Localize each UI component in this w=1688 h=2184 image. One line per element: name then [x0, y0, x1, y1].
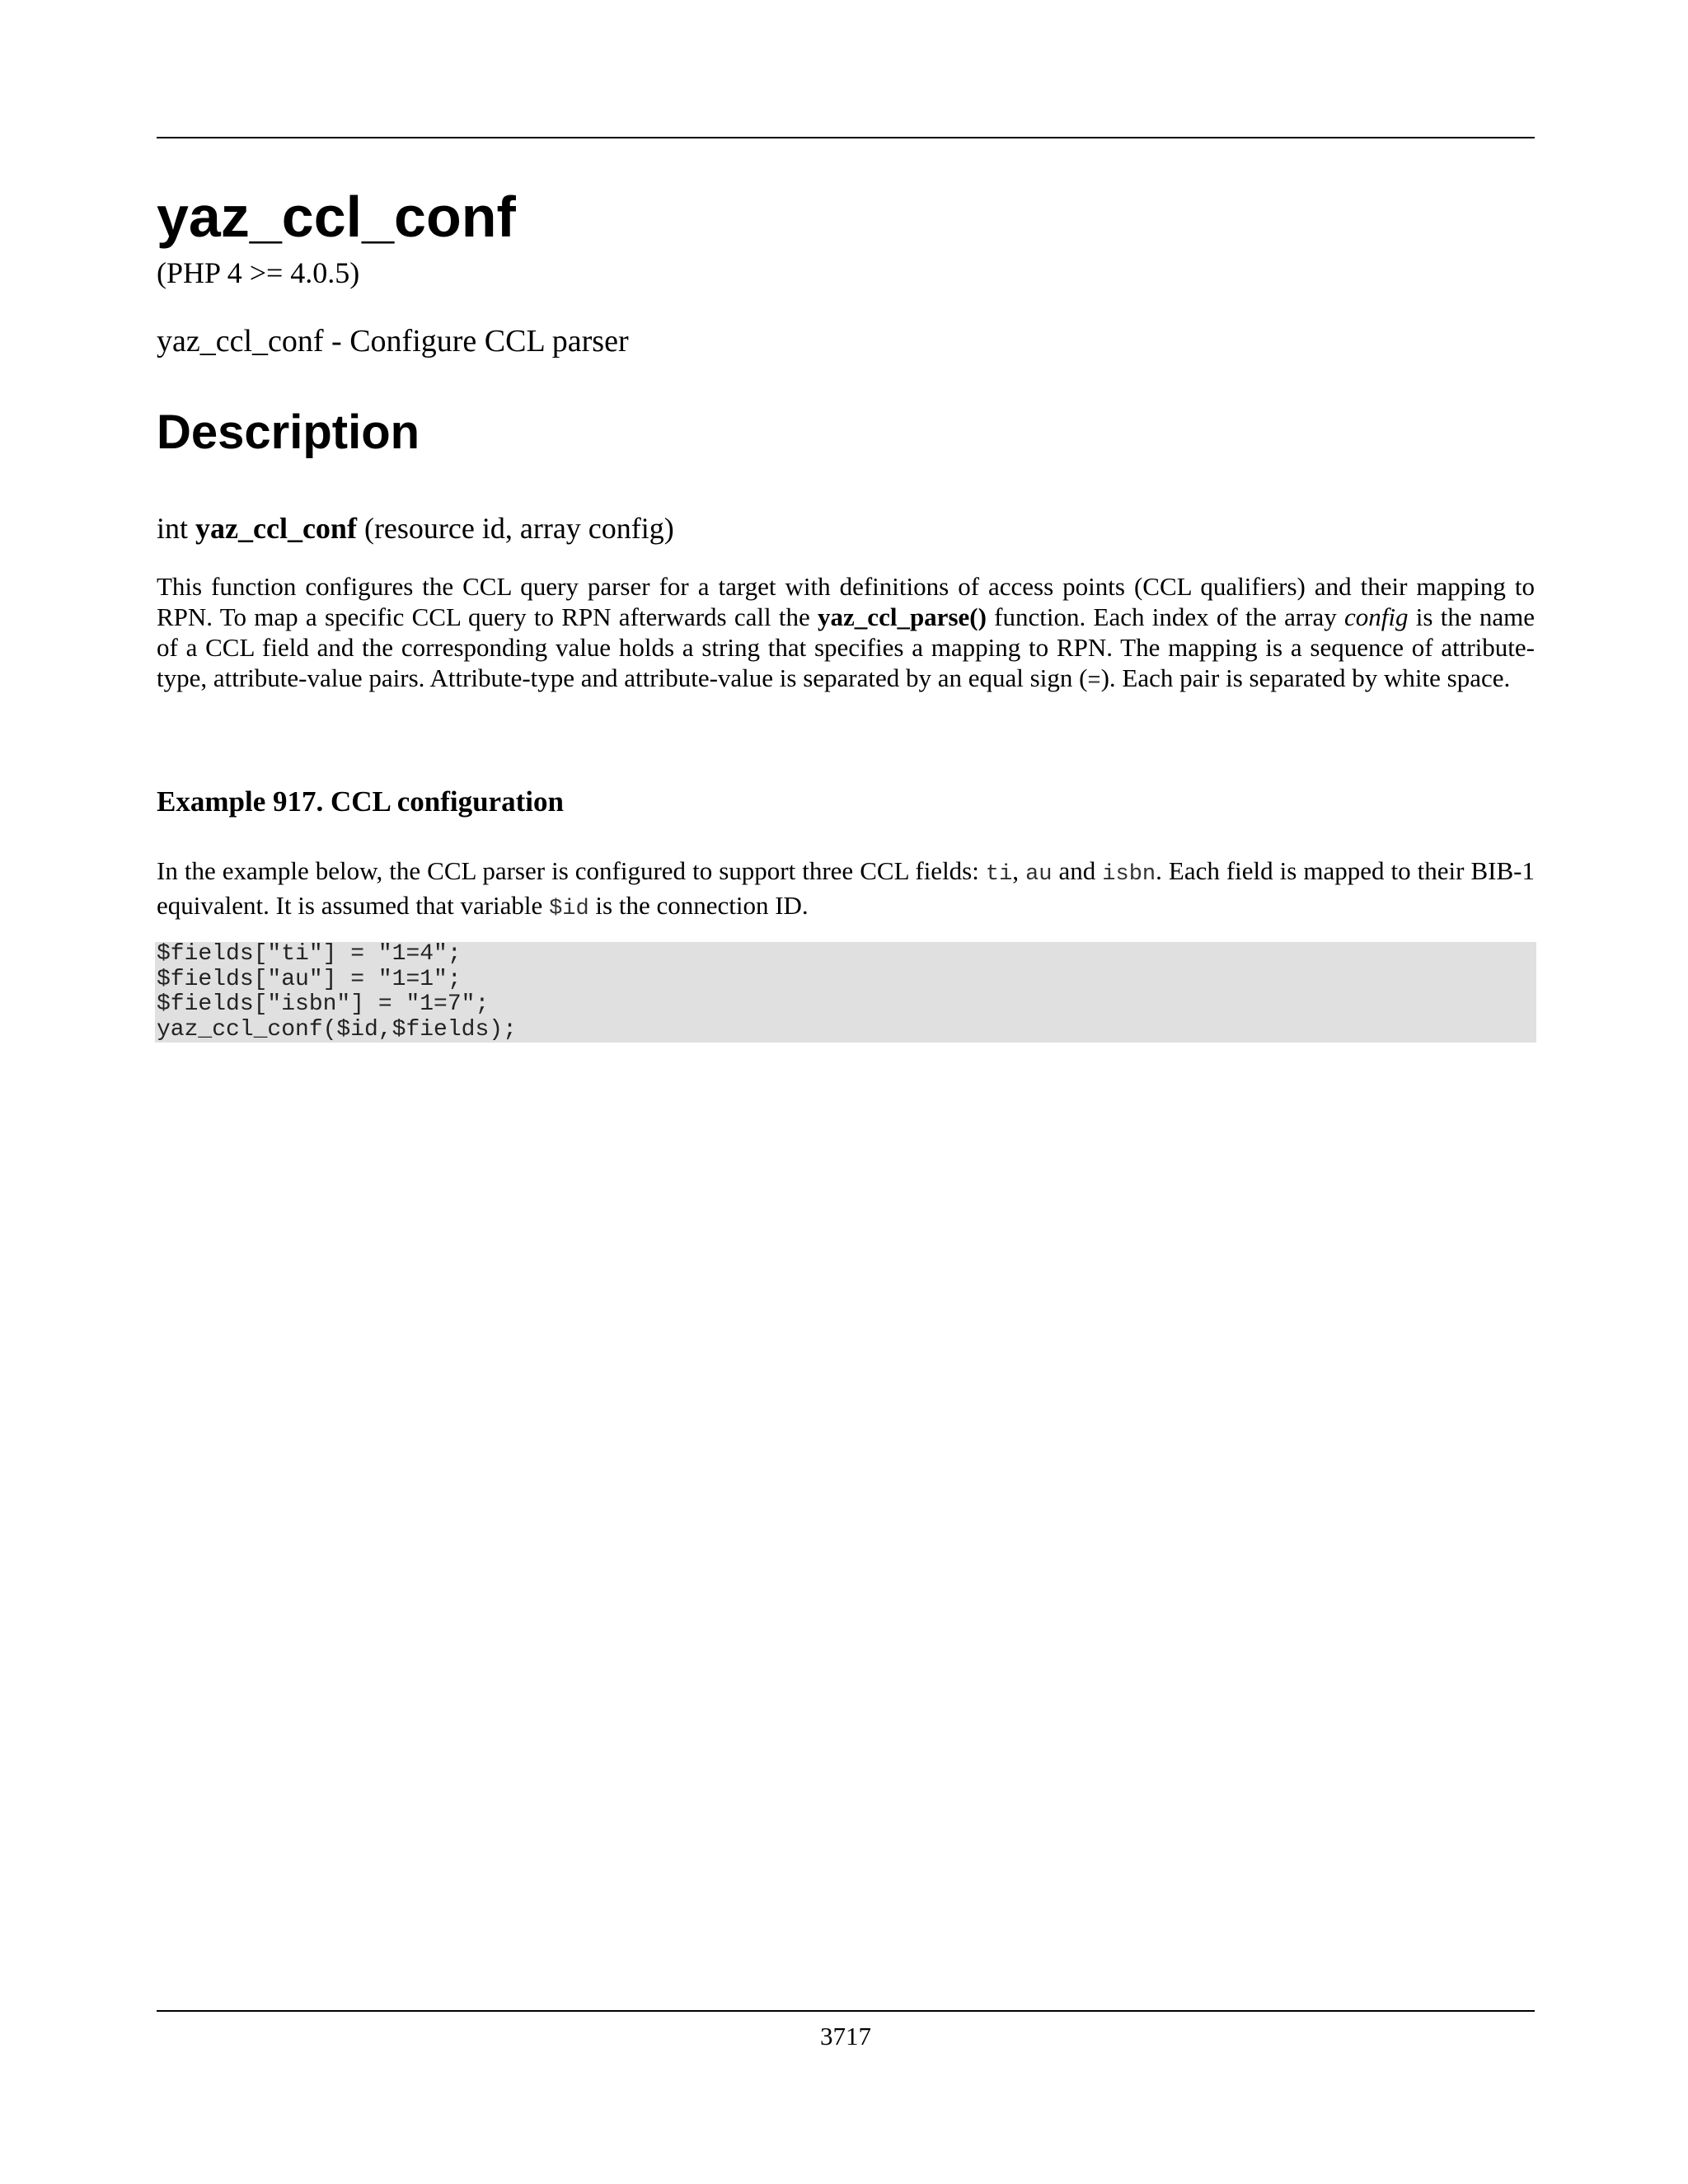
page-number: 3717	[820, 2022, 871, 2050]
code-block	[155, 942, 1536, 1043]
paragraph-text: This function configures the CCL query parser for a target with definitions of access points (CCL qualifiers) and their mapping to RPN. To map a specific CCL query to RPN afterwards call the	[157, 572, 1535, 631]
function-purpose: yaz_ccl_conf - Configure CCL parser	[157, 324, 629, 359]
code-line: $fields["ti"] = "1=4";	[157, 941, 462, 967]
parameter-name: config	[1344, 602, 1409, 631]
function-name-heading: yaz_ccl_conf	[157, 185, 516, 249]
footer-rule	[157, 2010, 1535, 2012]
field-literal-isbn: isbn	[1102, 862, 1156, 887]
document-page	[157, 0, 1535, 2184]
paragraph-text: function. Each index of the array	[986, 602, 1345, 631]
paragraph-text: is the name of a CCL field and the corresponding value holds a string that specifies a mapping to RPN. The mapping is a sequence of attribute-type, attribute-value pairs. Attribute-type and attribute-value is separated by an equal sign (	[157, 602, 1536, 692]
paragraph-text: and	[1052, 856, 1103, 885]
paragraph-text: ). Each pair is separated by white space.	[1100, 663, 1511, 692]
paragraph-text: ,	[1012, 856, 1026, 885]
equal-sign-literal: =	[1087, 669, 1101, 694]
description-paragraph	[157, 571, 1535, 697]
field-literal-au: au	[1025, 862, 1053, 887]
return-type: int	[157, 512, 189, 545]
function-reference-link[interactable]: yaz_ccl_parse()	[818, 602, 987, 631]
code-line: $fields["au"] = "1=1";	[157, 966, 462, 992]
field-literal-ti: ti	[985, 862, 1013, 887]
synopsis-params: (resource id, array config)	[363, 512, 674, 545]
php-version: (PHP 4 >= 4.0.5)	[157, 256, 360, 289]
code-line: $fields["isbn"] = "1=7";	[157, 991, 490, 1017]
code-line: yaz_ccl_conf($id,$fields);	[157, 1016, 517, 1043]
example-title: Example 917. CCL configuration	[157, 785, 564, 818]
function-synopsis	[157, 511, 674, 546]
paragraph-text: is the connection ID.	[588, 891, 809, 920]
synopsis-function-name: yaz_ccl_conf	[195, 512, 357, 545]
paragraph-text: In the example below, the CCL parser is configured to support three CCL fields:	[157, 856, 986, 885]
header-rule	[157, 137, 1535, 138]
example-intro-paragraph	[157, 855, 1535, 925]
paragraph-text: . Each field is mapped to their BIB-1 equivalent. It is assumed that variable	[157, 856, 1536, 920]
variable-literal-id: $id	[549, 897, 589, 921]
description-heading: Description	[157, 405, 420, 459]
